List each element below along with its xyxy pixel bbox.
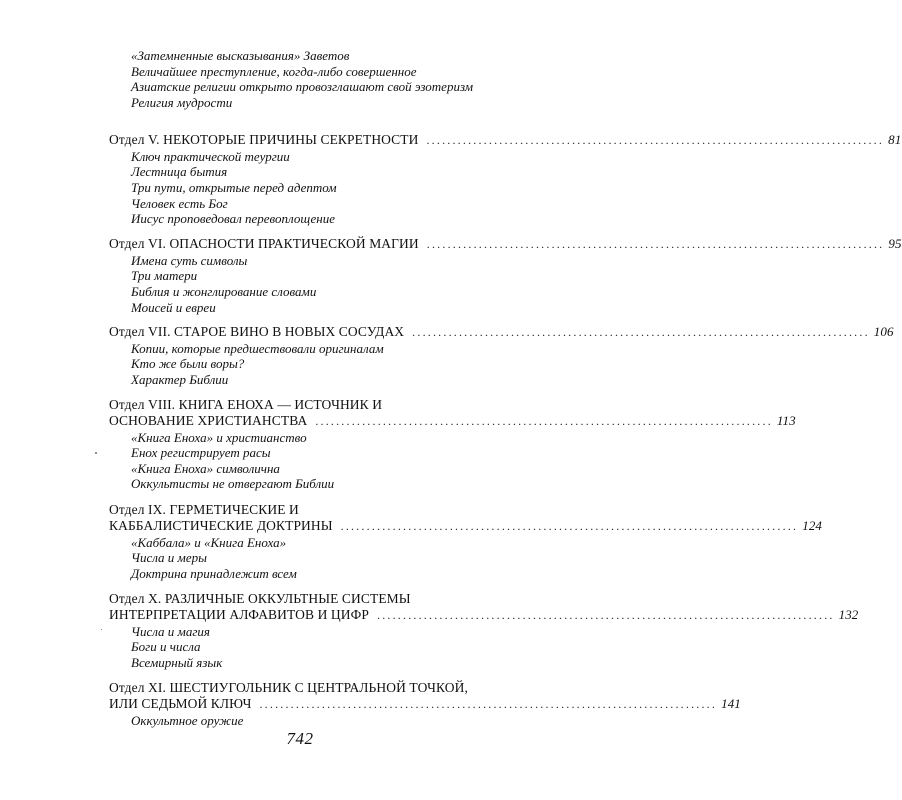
section-title: Отдел VI. ОПАСНОСТИ ПРАКТИЧЕСКОЙ МАГИИ xyxy=(109,236,419,251)
section-heading xyxy=(109,695,741,713)
dot-leader: ........................................................................................ xyxy=(259,696,718,711)
toc-section-xi xyxy=(109,680,741,728)
toc-section-ix xyxy=(109,502,823,581)
dot-leader: ........................................................................................ xyxy=(377,607,835,622)
section-page-number: 95 xyxy=(888,236,902,251)
section-page-number: 141 xyxy=(721,695,741,711)
section-page-number: 81 xyxy=(888,132,902,147)
toc-subitem: Азиатские религии открыто провозглашают свой эзотеризм xyxy=(131,79,473,95)
page-number: 742 xyxy=(286,729,314,748)
toc-section-vii xyxy=(109,324,894,388)
section-heading xyxy=(109,324,894,341)
toc-subitem: Доктрина принадлежит всем xyxy=(131,565,297,581)
section-title: Отдел X. РАЗЛИЧНЫЕ ОККУЛЬТНЫЕ СИСТЕМЫ xyxy=(109,591,411,606)
toc-subitem: Оккультное оружие xyxy=(131,712,244,728)
toc-subitem: Библия и жонглирование словами xyxy=(131,283,317,299)
toc-subitem: Величайшее преступление, когда-либо совершенное xyxy=(131,63,417,79)
dot-leader: ........................................................................................ xyxy=(426,237,885,251)
section-page-number: 124 xyxy=(802,517,823,533)
toc-subitem: «Затемненные высказывания» Заветов xyxy=(131,48,350,63)
toc-subitem: Имена суть символы xyxy=(131,252,248,268)
toc-subitem: «Книга Еноха» и христианство xyxy=(131,429,307,445)
toc-subitem: «Книга Еноха» символична xyxy=(131,460,280,476)
dot-leader: ........................................................................................ xyxy=(315,413,773,428)
section-heading xyxy=(109,606,859,624)
toc-subitem: «Каббала» и «Книга Еноха» xyxy=(131,534,287,550)
toc-subitem: Лестница бытия xyxy=(131,164,228,180)
toc-section-x xyxy=(109,591,859,670)
toc-section-vi xyxy=(109,236,902,315)
toc-subitem: Три пути, открытые перед адептом xyxy=(131,179,337,195)
section-title: Отдел VII. СТАРОЕ ВИНО В НОВЫХ СОСУДАХ xyxy=(109,324,405,339)
toc-subitem: Ключ практической теургии xyxy=(131,148,290,164)
section-page-number: 132 xyxy=(838,606,859,622)
toc-section-v xyxy=(109,132,902,227)
toc-subitem: Оккультисты не отвергают Библии xyxy=(131,476,335,492)
toc-subitem: Числа и меры xyxy=(131,550,207,566)
section-title: Отдел V. НЕКОТОРЫЕ ПРИЧИНЫ СЕКРЕТНОСТИ xyxy=(109,132,419,147)
toc-section-viii xyxy=(109,397,796,492)
toc-subitem: Всемирный язык xyxy=(131,654,223,670)
toc-subitem: Боги и числа xyxy=(131,639,201,655)
section-heading xyxy=(109,236,902,253)
section-title: Отдел XI. ШЕСТИУГОЛЬНИК С ЦЕНТРАЛЬНОЙ ТОЧКОЙ, xyxy=(109,680,468,695)
toc-subitem: Иисус проповедовал перевоплощение xyxy=(131,211,335,227)
intro-items xyxy=(109,48,513,110)
toc-subitem: Человек есть Бог xyxy=(131,195,228,211)
section-page-number: 106 xyxy=(873,324,894,339)
toc-subitem: Числа и магия xyxy=(131,623,210,639)
section-title: Отдел IX. ГЕРМЕТИЧЕСКИЕ И xyxy=(109,502,299,517)
toc-subitem: Копии, которые предшествовали оригиналам xyxy=(131,340,384,356)
dot-leader: ........................................................................................ xyxy=(340,518,799,533)
section-title: Отдел VIII. КНИГА ЕНОХА — ИСТОЧНИК И xyxy=(109,397,383,412)
toc-subitem: Религия мудрости xyxy=(131,94,233,110)
section-title-continued: ИНТЕРПРЕТАЦИИ АЛФАВИТОВ И ЦИФР xyxy=(109,606,369,622)
section-heading xyxy=(109,412,796,430)
section-title-continued: КАББАЛИСТИЧЕСКИЕ ДОКТРИНЫ xyxy=(109,517,333,533)
section-page-number: 113 xyxy=(776,412,796,428)
section-title-continued: ИЛИ СЕДЬМОЙ КЛЮЧ xyxy=(109,695,252,711)
dot-leader: ........................................................................................ xyxy=(412,325,870,339)
toc-subitem: Кто же были воры? xyxy=(131,356,245,372)
scan-speck xyxy=(101,629,102,630)
toc-subitem: Моисей и евреи xyxy=(131,299,216,315)
toc-subitem: Характер Библии xyxy=(131,371,229,387)
toc-subitem: Енох регистрирует расы xyxy=(131,445,271,461)
section-heading xyxy=(109,517,823,535)
section-heading xyxy=(109,132,902,149)
dot-leader: ........................................................................................ xyxy=(426,133,885,147)
scan-speck xyxy=(95,452,97,454)
toc-subitem: Три матери xyxy=(131,268,198,284)
section-title-continued: ОСНОВАНИЕ ХРИСТИАНСТВА xyxy=(109,412,308,428)
